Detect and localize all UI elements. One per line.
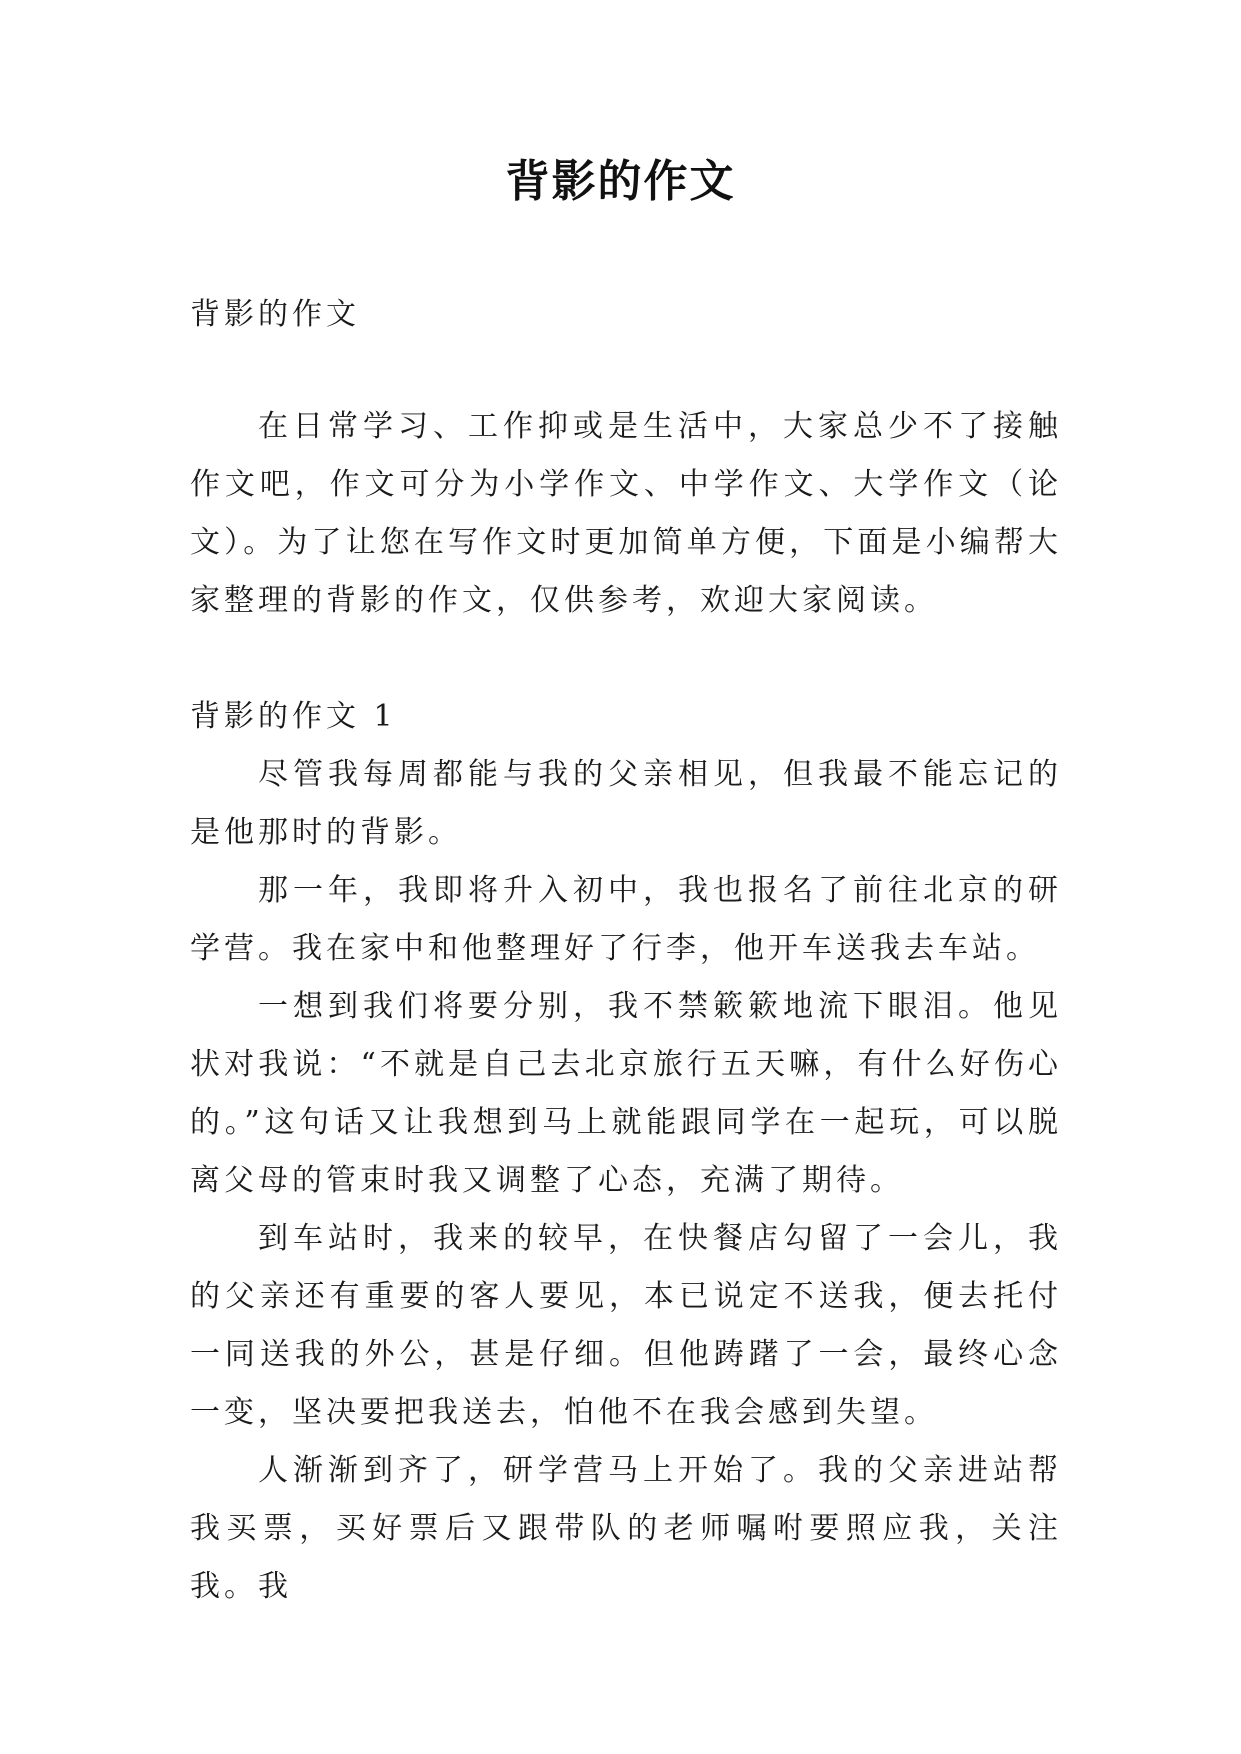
section-title: 背影的作文 1 [190, 699, 397, 734]
body-paragraph: 到车站时，我来的较早，在快餐店勾留了一会儿，我的父亲还有重要的客人要见，本已说定不送我，便去托付一同送我的外公，甚是仔细。但他踌躇了一会，最终心念一变，坚决要把我送去，怕他不在我会感到失望。 [190, 1221, 1062, 1430]
intro-paragraph: 在日常学习、工作抑或是生活中，大家总少不了接触作文吧，作文可分为小学作文、中学作文、大学作文（论文）。为了让您在写作文时更加简单方便，下面是小编帮大家整理的背影的作文，仅供参考，欢迎大家阅读。 [190, 409, 1062, 618]
body-paragraph: 那一年，我即将升入初中，我也报名了前往北京的研学营。我在家中和他整理好了行李，他开车送我去车站。 [190, 873, 1062, 966]
document-body [190, 286, 1062, 1616]
body-paragraph: 尽管我每周都能与我的父亲相见，但我最不能忘记的是他那时的背影。 [190, 757, 1062, 850]
body-paragraph: 人渐渐到齐了，研学营马上开始了。我的父亲进站帮我买票，买好票后又跟带队的老师嘱咐要照应我，关注我。我 [190, 1453, 1062, 1604]
document-subtitle: 背影的作文 [190, 297, 360, 332]
body-paragraph: 一想到我们将要分别，我不禁簌簌地流下眼泪。他见状对我说：“不就是自己去北京旅行五天嘛，有什么好伤心的。”这句话又让我想到马上就能跟同学在一起玩，可以脱离父母的管束时我又调整了心态，充满了期待。 [190, 989, 1062, 1198]
document-title: 背影的作文 [505, 156, 736, 207]
